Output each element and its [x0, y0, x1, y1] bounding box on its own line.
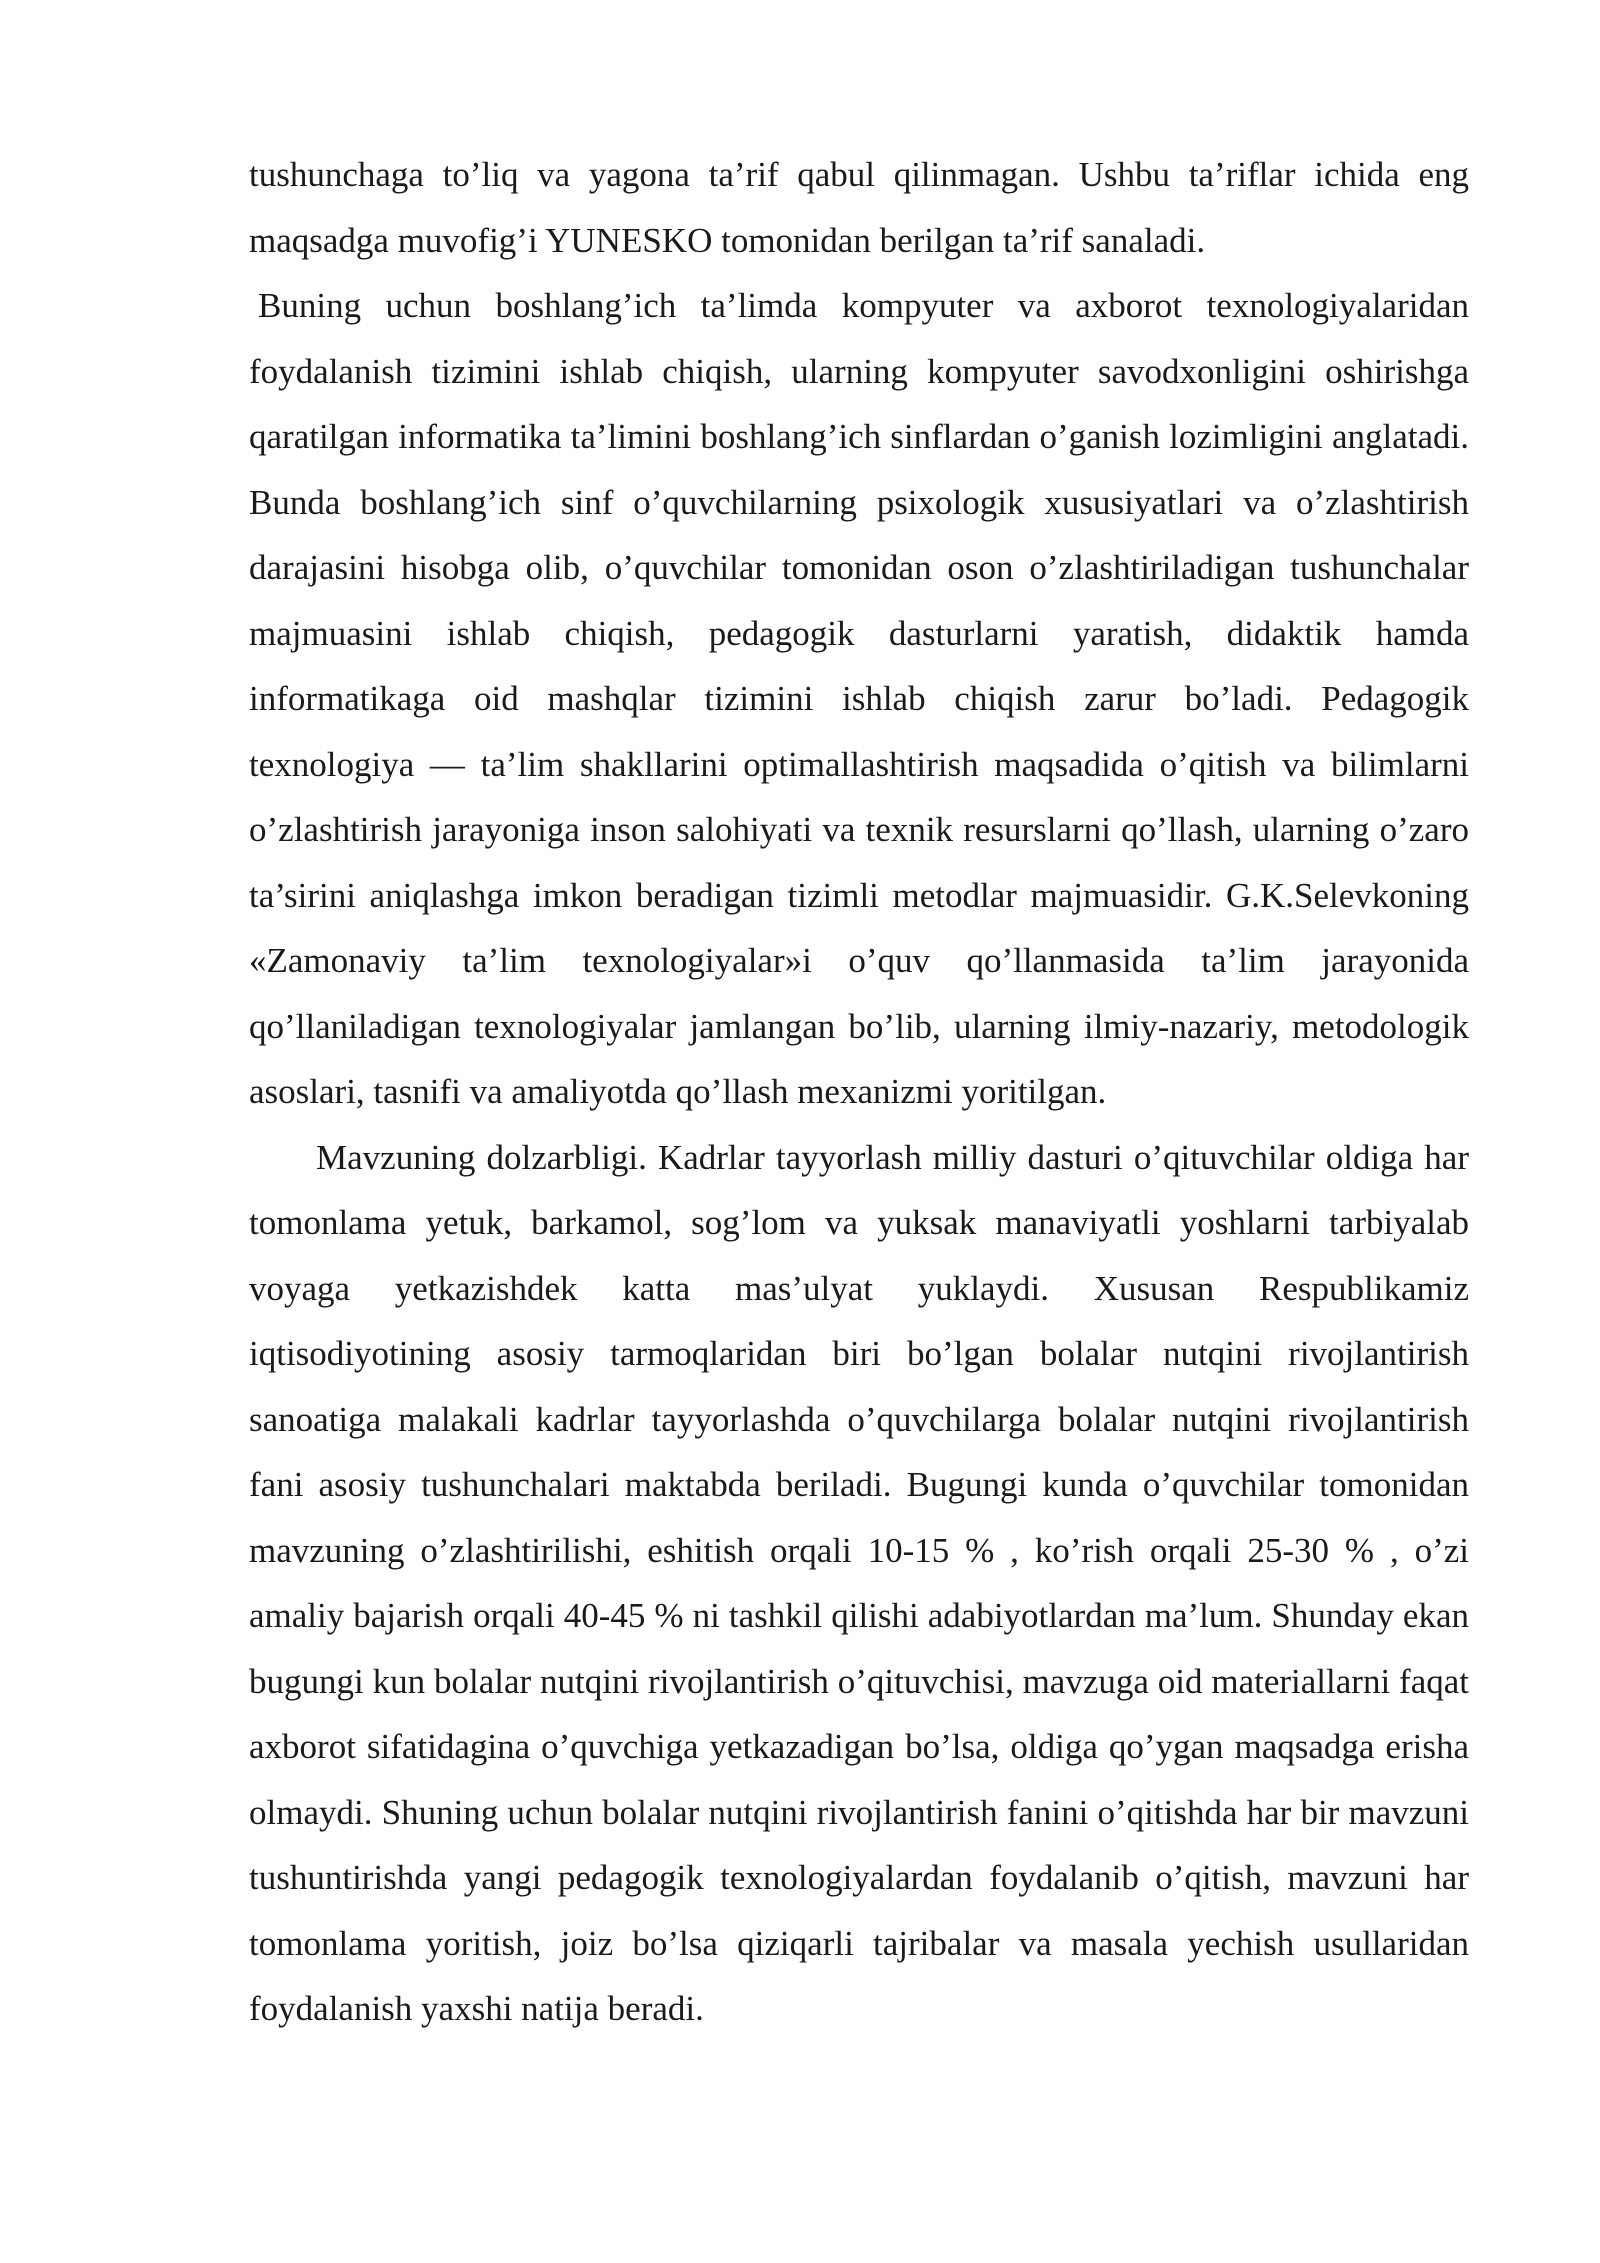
- paragraph-intro: tushunchaga to’liq va yagona ta’rif qabul qilinmagan. Ushbu ta’riflar ichida eng maqsadga muvofig’i YUNESKO tomonidan berilgan ta’rif sanaladi.: [249, 155, 1469, 260]
- paragraph-relevance: Mavzuning dolzarbligi. Kadrlar tayyorlash milliy dasturi o’qituvchilar oldiga har tomonlama yetuk, barkamol, sog’lom va yuksak manaviyatli yoshlarni tarbiyalab voyaga yetkazishdek katta mas’ulyat yuklaydi. Xususan Respublikamiz iqtisodiyotining asosiy tarmoqlaridan biri bo’lgan bolalar nutqini rivojlantirish sanoatiga malakali kadrlar tayyorlashda o’quvchilarga bolalar nutqini rivojlantirish fani asosiy tushunchalari maktabda beriladi. Bugungi kunda o’quvchilar tomonidan mavzuning o’zlashtirilishi, eshitish orqali 10-15 % , ko’rish orqali 25-30 % , o’zi amaliy bajarish orqali 40-45 % ni tashkil qilishi adabiyotlardan ma’lum. Shunday ekan bugungi kun bolalar nutqini rivojlantirish o’qituvchisi, mavzuga oid materiallarni faqat axborot sifatidagina o’quvchiga yetkazadigan bo’lsa, oldiga qo’ygan maqsadga erisha olmaydi. Shuning uchun bolalar nutqini rivojlantirish fanini o’qitishda har bir mavzuni tushuntirishda yangi pedagogik texnologiyalardan foydalanib o’qitish, mavzuni har tomonlama yoritish, joiz bo’lsa qiziqarli tajribalar va masala yechish usullaridan foydalanish yaxshi natija beradi.: [249, 1137, 1469, 2028]
- document-page: [249, 142, 1469, 2042]
- paragraph-informatics: Buning uchun boshlang’ich ta’limda kompyuter va axborot texnologiyalaridan foydalanish tizimini ishlab chiqish, ularning kompyuter savodxonligini oshirishga qaratilgan informatika ta’limini boshlang’ich sinflardan o’ganish lozimligini anglatadi. Bunda boshlang’ich sinf o’quvchilarning psixologik xususiyatlari va o’zlashtirish darajasini hisobga olib, o’quvchilar tomonidan oson o’zlashtiriladigan tushunchalar majmuasini ishlab chiqish, pedagogik dasturlarni yaratish, didaktik hamda informatikaga oid mashqlar tizimini ishlab chiqish zarur bo’ladi. Pedagogik texnologiya — ta’lim shakllarini optimallashtirish maqsadida o’qitish va bilimlarni o’zlashtirish jarayoniga inson salohiyati va texnik resurslarni qo’llash, ularning o’zaro ta’sirini aniqlashga imkon beradigan tizimli metodlar majmuasidir. G.K.Selevkoning «Zamonaviy ta’lim texnologiyalar»i o’quv qo’llanmasida ta’lim jarayonida qo’llaniladigan texnologiyalar jamlangan bo’lib, ularning ilmiy-nazariy, metodologik asoslari, tasnifi va amaliyotda qo’llash mexanizmi yoritilgan.: [249, 286, 1469, 1111]
